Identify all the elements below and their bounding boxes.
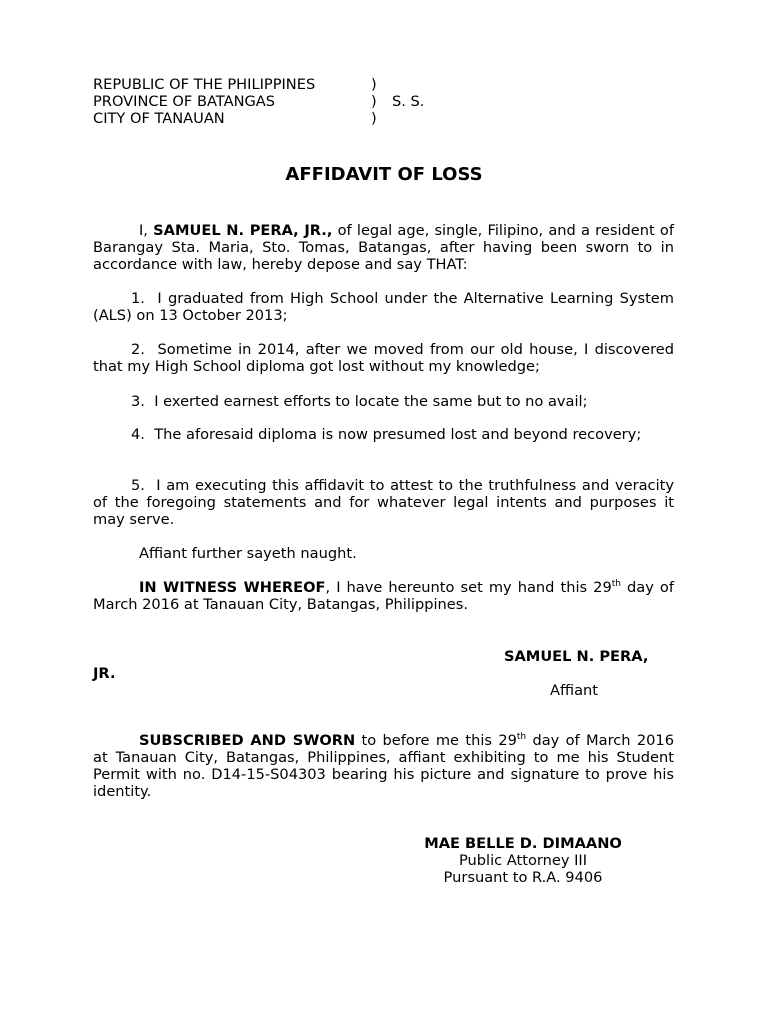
witness-heading: IN WITNESS WHEREOF	[139, 579, 326, 596]
venue-city: CITY OF TANAUAN	[93, 110, 225, 127]
venue-paren-1: )	[371, 76, 377, 93]
jurat-heading: SUBSCRIBED AND SWORN	[139, 732, 356, 749]
affiant-name-inline: SAMUEL N. PERA, JR.,	[153, 222, 333, 239]
naught-paragraph	[93, 545, 674, 562]
item-5-number: 5.	[131, 477, 145, 494]
document-title: AFFIDAVIT OF LOSS	[285, 164, 483, 185]
item-4-text: The aforesaid diploma is now presumed lost and beyond recovery;	[154, 426, 642, 443]
jurat-text-2: day of March 2016 at Tanauan City, Batangas, Philippines, affiant exhibiting to me his Student Permit with no. D14-15-S04303 bearing his picture and signature to prove his identity.	[93, 732, 674, 800]
item-2-number: 2.	[131, 341, 145, 358]
item-3-number: 3.	[131, 393, 145, 410]
affiant-name-line2: JR.	[93, 665, 116, 682]
notary-block	[403, 835, 643, 886]
item-1-number: 1.	[131, 290, 145, 307]
venue-paren-3: )	[371, 110, 377, 127]
item-2	[93, 341, 674, 375]
jurat-text-1: to before me this 29	[355, 732, 517, 749]
affiant-role: Affiant	[550, 682, 599, 699]
item-3-text: I exerted earnest efforts to locate the same but to no avail;	[154, 393, 588, 410]
intro-text: of legal age, single, Filipino, and a resident of Barangay Sta. Maria, Sto. Tomas, Batangas, after having been sworn to in accordance with law, hereby depose and say THAT:	[93, 222, 674, 273]
witness-text-2: day of March 2016 at Tanauan City, Batangas, Philippines.	[93, 579, 674, 613]
intro-prefix: I,	[139, 222, 154, 239]
venue-province: PROVINCE OF BATANGAS	[93, 93, 276, 110]
venue-paren-2: )	[371, 93, 377, 110]
intro-paragraph	[93, 222, 674, 273]
item-4-number: 4.	[131, 426, 145, 443]
jurat-superscript: th	[516, 732, 527, 743]
notary-authority: Pursuant to R.A. 9406	[443, 869, 603, 886]
item-2-text: Sometime in 2014, after we moved from our old house, I discovered that my High School diploma got lost without my knowledge;	[93, 341, 674, 375]
witness-superscript: th	[611, 579, 621, 590]
venue-republic: REPUBLIC OF THE PHILIPPINES	[93, 76, 316, 93]
item-5-text: I am executing this affidavit to attest to the truthfulness and veracity of the foregoing statements and for whatever legal intents and purposes it may serve.	[93, 477, 674, 528]
item-4	[93, 426, 674, 443]
notary-name: MAE BELLE D. DIMAANO	[424, 835, 622, 852]
venue-ss: S. S.	[392, 93, 425, 110]
notary-title: Public Attorney III	[458, 852, 588, 869]
affiant-name-line1: SAMUEL N. PERA,	[504, 648, 649, 665]
witness-paragraph	[93, 579, 674, 613]
jurat-paragraph	[93, 732, 674, 800]
witness-text-1: , I have hereunto set my hand this 29	[325, 579, 612, 596]
naught-text: Affiant further sayeth naught.	[139, 545, 357, 562]
item-1-text: I graduated from High School under the Alternative Learning System (ALS) on 13 October 2013;	[93, 290, 674, 324]
item-1	[93, 290, 674, 324]
item-3	[93, 393, 674, 410]
item-5	[93, 477, 674, 528]
